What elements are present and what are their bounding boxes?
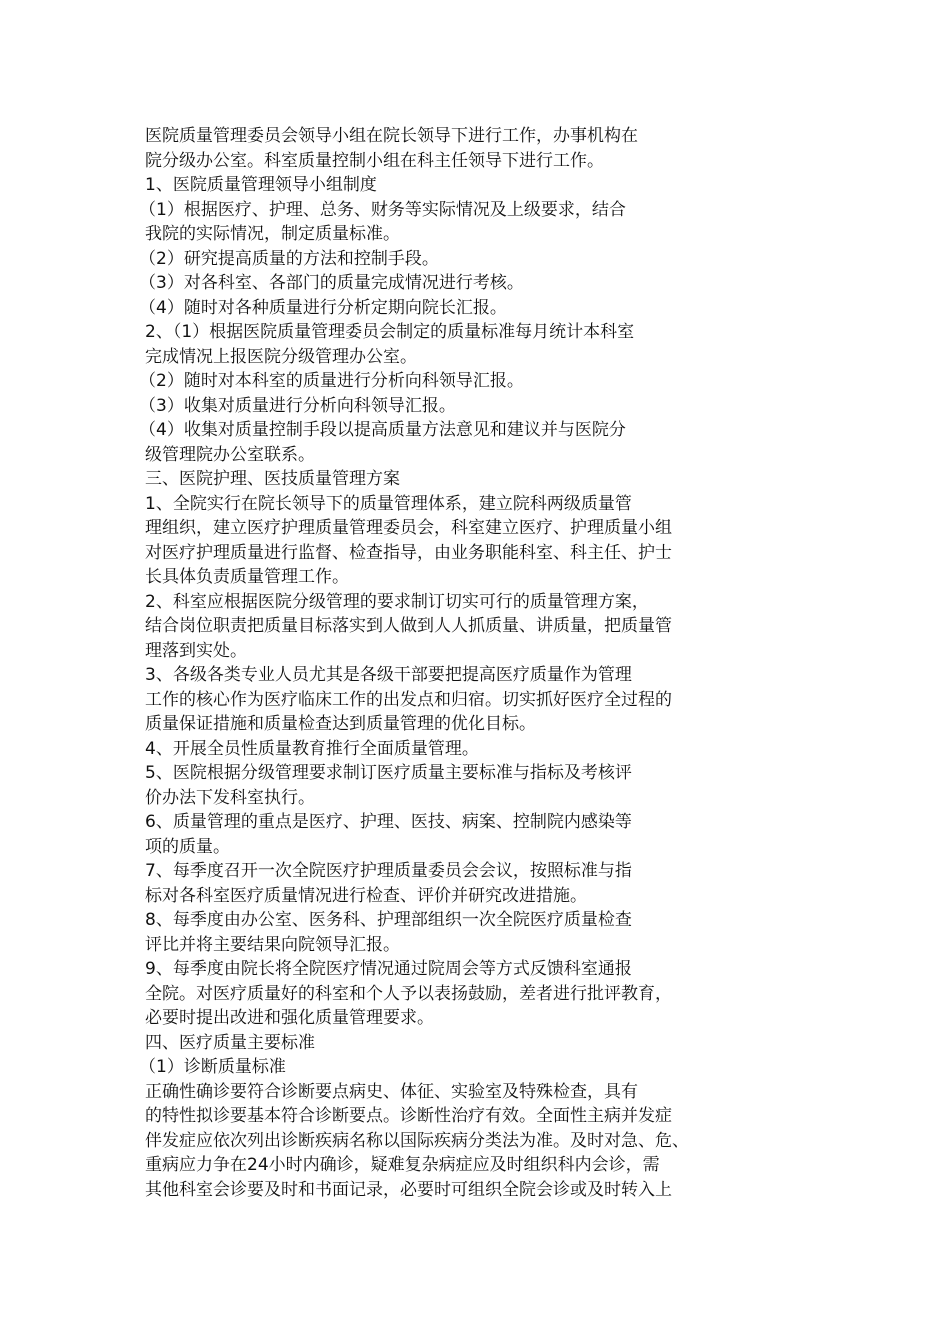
text-line: 2、（1）根据医院质量管理委员会制定的质量标准每月统计本科室 <box>145 322 635 342</box>
section-heading: 三、医院护理、医技质量管理方案 <box>145 469 400 489</box>
text-line: （2）研究提高质量的方法和控制手段。 <box>139 248 439 269</box>
text-line: 的特性拟诊要基本符合诊断要点。诊断性治疗有效。全面性主病并发症 <box>145 1106 672 1126</box>
text-line: （2）随时对本科室的质量进行分析向科领导汇报。 <box>139 371 524 391</box>
text-line: 工作的核心作为医疗临床工作的出发点和归宿。切实抓好医疗全过程的 <box>145 689 672 710</box>
text-line: 8、每季度由办公室、医务科、护理部组织一次全院医疗质量检查 <box>145 910 632 930</box>
text-line: 级管理院办公室联系。 <box>145 444 315 465</box>
text-line: 长具体负责质量管理工作。 <box>145 567 349 587</box>
text-line: （3）收集对质量进行分析向科领导汇报。 <box>139 395 456 416</box>
text-line: 2、科室应根据医院分级管理的要求制订切实可行的质量管理方案， <box>145 591 649 612</box>
text-line: 项的质量。 <box>145 836 230 857</box>
text-line: 院分级办公室。科室质量控制小组在科主任领导下进行工作。 <box>145 150 604 171</box>
text-line: 标对各科室医疗质量情况进行检查、评价并研究改进措施。 <box>145 885 587 906</box>
text-line: （1）根据医疗、护理、总务、财务等实际情况及上级要求，结合 <box>139 199 626 220</box>
document-body <box>139 124 765 1202</box>
text-line: （3）对各科室、各部门的质量完成情况进行考核。 <box>139 273 524 293</box>
text-line: 全院。对医疗质量好的科室和个人予以表扬鼓励，差者进行批评教育， <box>145 983 672 1004</box>
text-line: 完成情况上报医院分级管理办公室。 <box>145 346 417 367</box>
section-heading: 四、医疗质量主要标准 <box>145 1032 315 1053</box>
text-line: 医院质量管理委员会领导小组在院长领导下进行工作，办事机构在 <box>145 126 638 146</box>
text-line: 质量保证措施和质量检查达到质量管理的优化目标。 <box>145 714 536 734</box>
text-line: 1、全院实行在院长领导下的质量管理体系，建立院科两级质量管 <box>145 493 632 514</box>
text-line: 伴发症应依次列出诊断疾病名称以国际疾病分类法为准。及时对急、危、 <box>145 1130 689 1151</box>
text-line: 9、每季度由院长将全院医疗情况通过院周会等方式反馈科室通报 <box>145 959 632 979</box>
text-line: （4）随时对各种质量进行分析定期向院长汇报。 <box>139 297 507 318</box>
section-heading: 1、医院质量管理领导小组制度 <box>145 175 377 195</box>
text-line: 5、医院根据分级管理要求制订医疗质量主要标准与指标及考核评 <box>145 763 632 783</box>
subsection-heading: （1）诊断质量标准 <box>139 1057 286 1077</box>
text-line: 理落到实处。 <box>145 640 247 661</box>
text-line: 7、每季度召开一次全院医疗护理质量委员会会议，按照标准与指 <box>145 861 632 881</box>
text-line: 正确性确诊要符合诊断要点病史、体征、实验室及特殊检查，具有 <box>145 1081 638 1102</box>
text-line: （4）收集对质量控制手段以提高质量方法意见和建议并与医院分 <box>139 420 626 440</box>
text-line: 必要时提出改进和强化质量管理要求。 <box>145 1008 434 1028</box>
text-line: 其他科室会诊要及时和书面记录，必要时可组织全院会诊或及时转入上 <box>145 1179 672 1200</box>
text-line: 我院的实际情况，制定质量标准。 <box>145 224 400 244</box>
text-line: 评比并将主要结果向院领导汇报。 <box>145 934 400 955</box>
text-line: 4、开展全员性质量教育推行全面质量管理。 <box>145 738 479 759</box>
text-line: 价办法下发科室执行。 <box>145 787 315 808</box>
text-line: 重病应力争在24小时内确诊，疑难复杂病症应及时组织科内会诊，需 <box>145 1155 660 1175</box>
text-line: 理组织，建立医疗护理质量管理委员会，科室建立医疗、护理质量小组 <box>145 518 672 538</box>
text-line: 对医疗护理质量进行监督、检查指导，由业务职能科室、科主任、护士 <box>145 542 672 563</box>
text-line: 3、各级各类专业人员尤其是各级干部要把提高医疗质量作为管理 <box>145 665 632 685</box>
text-line: 6、质量管理的重点是医疗、护理、医技、病案、控制院内感染等 <box>145 812 632 832</box>
text-line: 结合岗位职责把质量目标落实到人做到人人抓质量、讲质量，把质量管 <box>145 616 672 636</box>
